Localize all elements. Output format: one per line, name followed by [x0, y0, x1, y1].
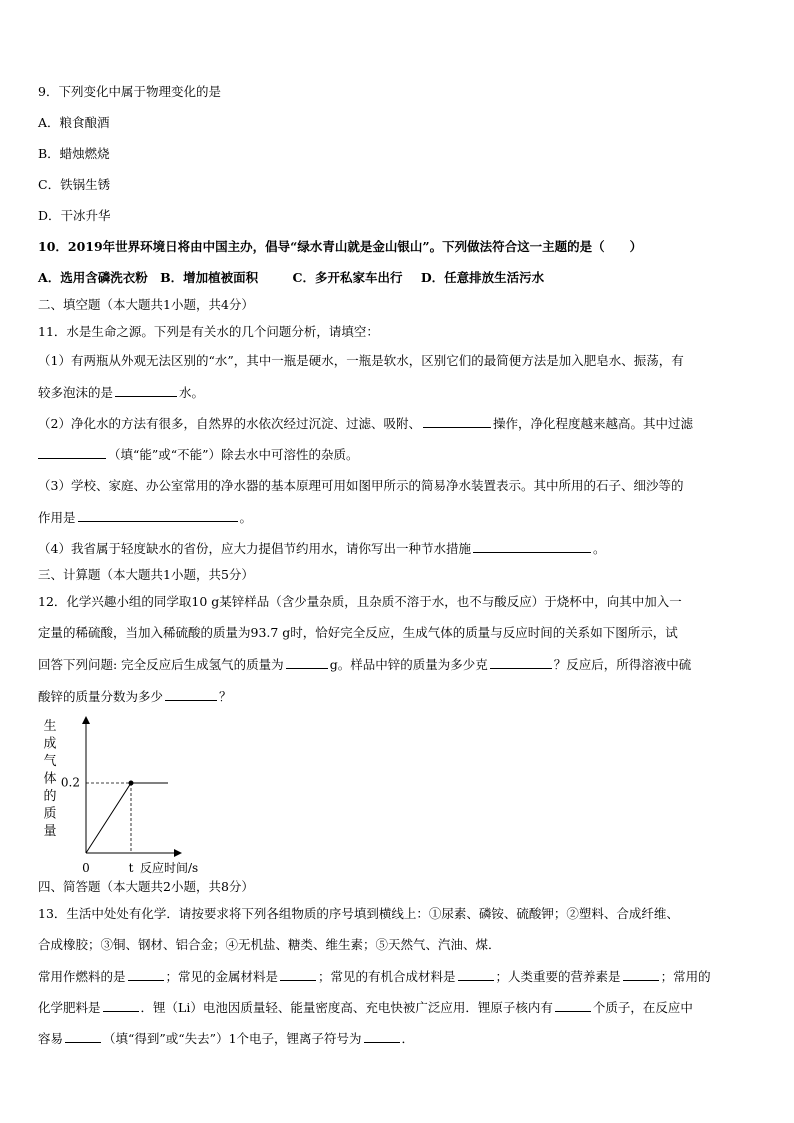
answer-blank[interactable]	[286, 656, 328, 669]
data-point	[129, 781, 134, 786]
q10-options	[38, 270, 544, 286]
q12-text: 回答下列问题: 完全反应后生成氢气的质量为	[38, 657, 284, 672]
q12-text-mid: g。样品中锌的质量为多少克	[329, 657, 488, 672]
x-tick-label-origin: 0	[82, 860, 90, 875]
q11-part2-text-end: 操作，净化程度越来越高。其中过滤	[492, 416, 693, 431]
y-axis-label-char: 生	[43, 719, 57, 734]
answer-blank[interactable]	[490, 656, 552, 669]
q13-text: 个质子，在反应中	[592, 1000, 693, 1015]
q13-text: ；人类重要的营养素是	[495, 969, 621, 984]
q11-part4-text-end: 。	[592, 541, 606, 556]
q9-option-d: D．干冰升华	[38, 208, 111, 223]
q13-text: ．	[401, 1031, 415, 1046]
section-3-heading: 三、计算题（本大题共1小题，共5分）	[38, 567, 254, 582]
q12-line3	[38, 656, 691, 673]
answer-blank[interactable]	[473, 540, 591, 553]
answer-blank[interactable]	[280, 968, 316, 981]
q13-text: ；常见的金属材料是	[165, 969, 279, 984]
q13-line5	[38, 1030, 414, 1047]
q11-part3-text: 作用是	[38, 510, 76, 525]
series-line	[86, 783, 168, 853]
q13-text: ；常见的有机合成材料是	[318, 969, 456, 984]
answer-blank[interactable]	[38, 446, 106, 459]
gas-mass-vs-time-chart	[38, 716, 218, 875]
q13-text: 化学肥料是	[38, 1000, 101, 1015]
q9-stem: 9．下列变化中属于物理变化的是	[38, 84, 221, 99]
q13-text: ；常用的	[660, 969, 711, 984]
q11-stem: 11．水是生命之源。下列是有关水的几个问题分析，请填空：	[38, 324, 379, 339]
q9-option-c: C．铁锅生锈	[38, 177, 111, 192]
answer-blank[interactable]	[65, 1030, 101, 1043]
y-axis-label-char: 成	[43, 736, 57, 752]
q10-stem: 10．2019年世界环境日将由中国主办，倡导“绿水青山就是金山银山”。下列做法符合这一主题的是（ ）	[38, 239, 643, 254]
y-axis-label-char: 气	[43, 754, 57, 769]
answer-blank[interactable]	[364, 1030, 400, 1043]
q12-line4	[38, 688, 232, 705]
q11-part4-text: （4）我省属于轻度缺水的省份，应大力提倡节约用水，请你写出一种节水措施	[38, 541, 471, 556]
q11-part1-text: 较多泡沫的是	[38, 385, 114, 400]
answer-blank[interactable]	[115, 384, 177, 397]
y-axis-label-char: 量	[43, 824, 57, 839]
q11-part1-text-end: 水。	[179, 385, 205, 400]
y-axis-label	[43, 718, 56, 839]
q11-part3-line1: （3）学校、家庭、办公室常用的净水器的基本原理可用如图甲所示的简易净水装置表示。其中所用的石子、细沙等的	[38, 478, 684, 493]
x-tick-label-t: t	[128, 860, 134, 875]
q12-line1: 12．化学兴趣小组的同学取10 g某锌样品（含少量杂质，且杂质不溶于水，也不与酸反应）于烧杯中，向其中加入一	[38, 594, 682, 609]
q13-line4	[38, 999, 693, 1016]
q13-line1: 13．生活中处处有化学．请按要求将下列各组物质的序号填到横线上：①尿素、磷铵、硫酸钾；②塑料、合成纤维、	[38, 906, 679, 921]
x-axis-label: 反应时间/s	[140, 860, 199, 875]
answer-blank[interactable]	[423, 415, 491, 428]
answer-blank[interactable]	[555, 999, 591, 1012]
answer-blank[interactable]	[128, 968, 164, 981]
q10-option-b: B．增加植被面积	[160, 270, 259, 285]
q11-part2-text-2: （填“能”或“不能”）除去水中可溶性的杂质。	[108, 447, 359, 462]
q11-part4	[38, 540, 605, 557]
q11-part3-text-end: 。	[239, 510, 253, 525]
q10-option-c: C．多开私家车出行	[292, 270, 403, 285]
answer-blank[interactable]	[458, 968, 494, 981]
q13-line3	[38, 968, 711, 985]
y-tick-label: 0.2	[60, 775, 80, 790]
q9-option-a: A．粮食酿酒	[38, 115, 110, 130]
y-axis-label-char: 的	[43, 789, 57, 804]
section-2-heading: 二、填空题（本大题共1小题，共4分）	[38, 297, 254, 312]
q11-part1-line1: （1）有两瓶从外观无法区别的“水”，其中一瓶是硬水，一瓶是软水，区别它们的最简便方法是加入肥皂水、振荡，有	[38, 353, 684, 368]
answer-blank[interactable]	[165, 688, 217, 701]
q13-text: ．锂（Li）电池因质量轻、能量密度高、充电快被广泛应用．锂原子核内有	[140, 1000, 553, 1015]
q11-part2-text: （2）净化水的方法有很多，自然界的水依次经过沉淀、过滤、吸附、	[38, 416, 421, 431]
answer-blank[interactable]	[103, 999, 139, 1012]
q12-text-4: 酸锌的质量分数为多少	[38, 689, 164, 704]
q13-line2: 合成橡胶；③铜、钢材、铝合金；④无机盐、糖类、维生素；⑤天然气、汽油、煤．	[38, 937, 501, 952]
q13-text: 常用作燃料的是	[38, 969, 126, 984]
section-4-heading: 四、简答题（本大题共2小题，共8分）	[38, 879, 254, 894]
q12-line2: 定量的稀硫酸，当加入稀硫酸的质量为93.7 g时，恰好完全反应，生成气体的质量与反应时间的关系如下图所示，试	[38, 625, 678, 640]
q10-option-d: D．任意排放生活污水	[420, 270, 545, 285]
q11-part2-line1	[38, 415, 693, 432]
q13-text: （填“得到”或“失去”）1个电子，锂离子符号为	[103, 1031, 362, 1046]
q13-text: 容易	[38, 1031, 64, 1046]
q10-option-a: A．选用含磷洗衣粉	[38, 270, 148, 285]
q11-part2-line2	[38, 446, 359, 463]
y-axis-label-char: 体	[43, 771, 57, 787]
y-axis-label-char: 质	[43, 806, 57, 822]
q11-part3-line2	[38, 509, 252, 526]
q11-part1-line2	[38, 384, 204, 401]
q9-option-b: B．蜡烛燃烧	[38, 146, 110, 161]
q12-text-4-end: ？	[219, 689, 232, 704]
q12-text-end: ？反应后，所得溶液中硫	[553, 657, 692, 672]
answer-blank[interactable]	[623, 968, 659, 981]
answer-blank[interactable]	[78, 509, 238, 522]
